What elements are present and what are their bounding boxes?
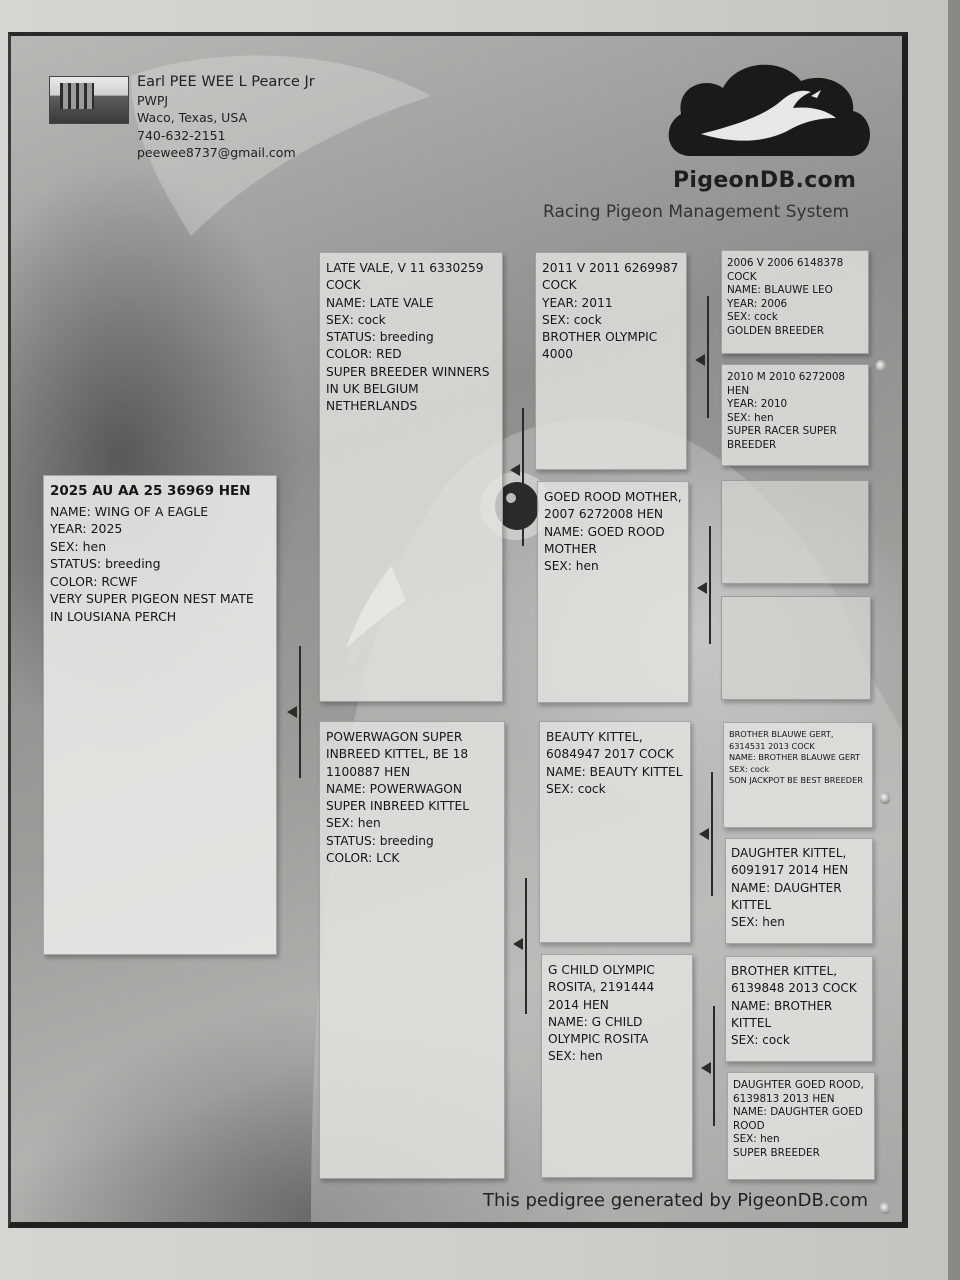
connector-line — [707, 296, 709, 418]
owner-code: PWPJ — [137, 92, 169, 108]
staple-icon — [880, 1202, 890, 1214]
subject-card[interactable] — [43, 475, 277, 955]
connector-arrow-icon — [510, 464, 520, 476]
dam-sire-line: SEX: cock — [546, 781, 606, 796]
great-grandparent-card-3[interactable] — [721, 480, 869, 584]
pigeondb-logo-icon — [661, 56, 881, 166]
dam-line: POWERWAGON SUPER INBREED KITTEL, BE 18 1100887 HEN — [326, 730, 469, 779]
dam-dam-line: NAME: G CHILD OLYMPIC ROSITA — [548, 1014, 649, 1047]
connector-line — [522, 408, 524, 546]
ggp-line: SEX: cock — [731, 1033, 790, 1048]
ggp-line: 2006 V 2006 6148378 COCK — [727, 257, 844, 283]
sire-line: SEX: cock — [326, 312, 386, 327]
staple-icon — [880, 792, 890, 804]
owner-name: Earl PEE WEE L Pearce Jr — [137, 74, 315, 90]
sire-dam-card[interactable] — [537, 481, 689, 703]
connector-arrow-icon — [701, 1062, 711, 1074]
ggp-line: BROTHER BLAUWE GERT, 6314531 2013 COCK — [729, 729, 834, 751]
connector-line — [713, 1006, 715, 1126]
owner-phone: 740-632-2151 — [137, 127, 226, 143]
subject-line: COLOR: RCWF — [50, 573, 138, 589]
brand-site-name: PigeonDB.com — [673, 168, 857, 193]
owner-email: peewee8737@gmail.com — [137, 145, 296, 160]
connector-arrow-icon — [695, 354, 705, 366]
staple-icon — [876, 360, 886, 372]
sire-line: COLOR: RED — [326, 347, 402, 362]
sire-line: SUPER BREEDER WINNERS IN UK BELGIUM NETHERLANDS — [326, 364, 490, 414]
ggp-line: NAME: BROTHER BLAUWE GERT — [729, 752, 861, 763]
connector-arrow-icon — [287, 706, 297, 718]
ggp-line: YEAR: 2010 — [727, 398, 788, 411]
sire-sire-line: SEX: cock — [542, 312, 602, 327]
dam-sire-card[interactable] — [539, 721, 691, 943]
ggp-line: SEX: cock — [729, 763, 770, 774]
subject-line: SEX: hen — [50, 538, 107, 554]
ggp-line: NAME: DAUGHTER KITTEL — [731, 880, 842, 912]
ggp-line: SUPER RACER SUPER BREEDER — [727, 425, 837, 451]
subject-title: 2025 AU AA 25 36969 HEN — [50, 483, 251, 499]
sire-card[interactable] — [319, 252, 503, 702]
ggp-line: SON JACKPOT BE BEST BREEDER — [729, 775, 863, 786]
loft-photo — [49, 76, 129, 124]
ggp-line: 2010 M 2010 6272008 HEN — [727, 371, 846, 397]
dam-sire-line: NAME: BEAUTY KITTEL — [546, 764, 683, 779]
great-grandparent-card-2[interactable] — [721, 364, 869, 466]
subject-line: YEAR: 2025 — [50, 521, 123, 536]
dam-dam-line: SEX: hen — [548, 1049, 603, 1064]
subject-line: VERY SUPER PIGEON NEST MATE IN LOUSIANA PERCH — [50, 591, 254, 624]
great-grandparent-card-7[interactable] — [725, 956, 873, 1062]
sire-sire-card[interactable] — [535, 252, 687, 470]
ggp-line: GOLDEN BREEDER — [727, 324, 824, 337]
dam-dam-line: G CHILD OLYMPIC ROSITA, 2191444 2014 HEN — [548, 963, 655, 1012]
great-grandparent-card-6[interactable] — [725, 838, 873, 944]
sire-dam-line: NAME: GOED ROOD MOTHER — [544, 524, 665, 556]
great-grandparent-card-8[interactable] — [727, 1072, 875, 1180]
ggp-line: SEX: hen — [733, 1133, 780, 1146]
subject-line: STATUS: breeding — [50, 556, 161, 571]
dam-line: STATUS: breeding — [326, 833, 434, 848]
connector-arrow-icon — [699, 828, 709, 840]
ggp-line: NAME: BLAUWE LEO — [727, 284, 833, 297]
dam-sire-line: BEAUTY KITTEL, 6084947 2017 COCK — [546, 730, 674, 762]
ggp-line: DAUGHTER KITTEL, 6091917 2014 HEN — [731, 846, 849, 878]
subject-line: NAME: WING OF A EAGLE — [50, 503, 209, 519]
great-grandparent-card-4[interactable] — [721, 596, 871, 700]
ggp-line: SEX: hen — [727, 411, 774, 424]
footer-credit: This pedigree generated by PigeonDB.com — [483, 1190, 868, 1211]
pedigree-page — [8, 32, 908, 1228]
sire-dam-line: GOED ROOD MOTHER, 2007 6272008 HEN — [544, 490, 682, 522]
ggp-line: NAME: BROTHER KITTEL — [731, 998, 833, 1030]
owner-location: Waco, Texas, USA — [137, 110, 248, 125]
owner-info — [137, 74, 315, 162]
brand-tagline: Racing Pigeon Management System — [543, 202, 850, 222]
ggp-line: SEX: cock — [727, 311, 778, 324]
great-grandparent-card-5[interactable] — [723, 722, 873, 828]
connector-arrow-icon — [697, 582, 707, 594]
great-grandparent-card-1[interactable] — [721, 250, 869, 354]
connector-line — [711, 772, 713, 896]
sire-dam-line: SEX: hen — [544, 559, 599, 574]
sire-sire-line: BROTHER OLYMPIC 4000 — [542, 330, 658, 362]
connector-line — [709, 526, 711, 644]
sire-sire-line: YEAR: 2011 — [542, 295, 613, 310]
connector-arrow-icon — [513, 938, 523, 950]
ggp-line: BROTHER KITTEL, 6139848 2013 COCK — [731, 964, 857, 996]
ggp-line: SUPER BREEDER — [733, 1146, 820, 1159]
sire-line: STATUS: breeding — [326, 330, 434, 345]
connector-line — [525, 878, 527, 1014]
sire-sire-line: 2011 V 2011 6269987 COCK — [542, 261, 679, 293]
dam-line: NAME: POWERWAGON SUPER INBREED KITTEL — [326, 781, 470, 814]
dam-line: SEX: hen — [326, 816, 381, 831]
dam-card[interactable] — [319, 721, 505, 1179]
ggp-line: NAME: DAUGHTER GOED ROOD — [733, 1106, 863, 1132]
sire-line: LATE VALE, V 11 6330259 COCK — [326, 261, 484, 293]
dam-line: COLOR: LCK — [326, 851, 400, 866]
connector-line — [299, 646, 301, 778]
ggp-line: DAUGHTER GOED ROOD, 6139813 2013 HEN — [733, 1079, 864, 1105]
ggp-line: SEX: hen — [731, 915, 785, 930]
dam-dam-card[interactable] — [541, 954, 693, 1178]
sire-line: NAME: LATE VALE — [326, 295, 434, 310]
ggp-line: YEAR: 2006 — [727, 297, 788, 310]
